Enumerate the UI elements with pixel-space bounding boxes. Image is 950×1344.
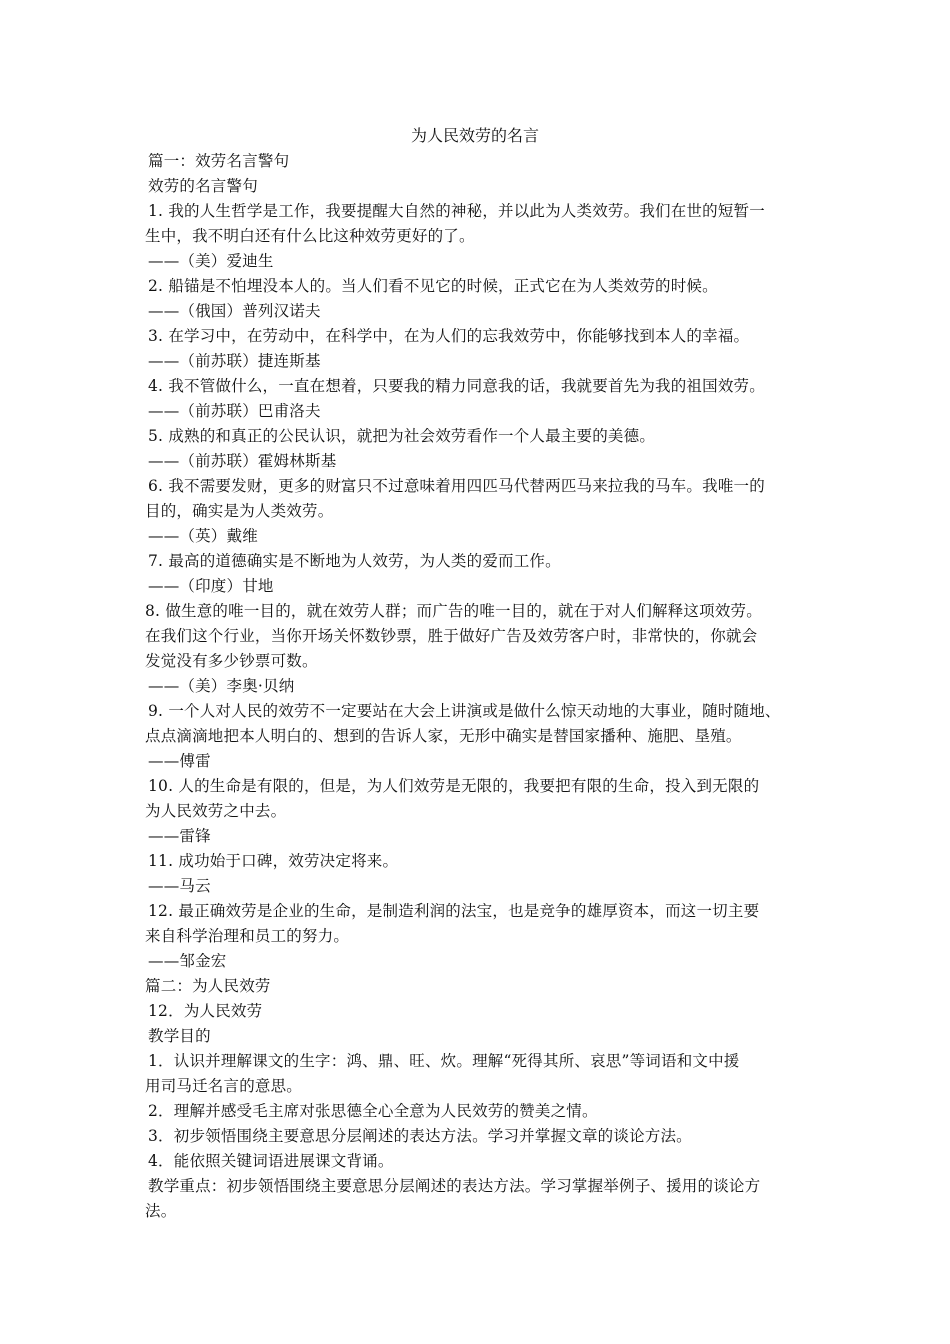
text-line: 2．理解并感受毛主席对张思德全心全意为人民效劳的赞美之情。 [148,1102,598,1120]
text-line: 3．初步领悟围绕主要意思分层阐述的表达方法。学习并掌握文章的谈论方法。 [148,1127,692,1145]
text-line: 发觉没有多少钞票可数。 [145,652,318,670]
text-line: 1. 我的人生哲学是工作，我要提醒大自然的神秘，并以此为人类效劳。我们在世的短暂一 [148,202,765,220]
document-title: 为人民效劳的名言 [410,126,539,145]
text-line: 12. 最正确效劳是企业的生命，是制造利润的法宝，也是竞争的雄厚资本，而这一切主要 [148,902,760,920]
text-line: 5. 成熟的和真正的公民认识，就把为社会效劳看作一个人最主要的美德。 [148,427,656,445]
text-line: ——（英）戴维 [148,527,258,545]
text-line: 8. 做生意的唯一目的，就在效劳人群；而广告的唯一目的，就在于对人们解释这项效劳。 [145,602,762,620]
text-line: 10. 人的生命是有限的，但是，为人们效劳是无限的，我要把有限的生命，投入到无限的 [148,777,760,795]
text-line: 2. 船锚是不怕埋没本人的。当人们看不见它的时候，正式它在为人类效劳的时候。 [148,277,718,295]
text-line: 篇二：为人民效劳 [145,977,271,995]
text-line: 教学目的 [148,1027,211,1045]
text-line: 目的，确实是为人类效劳。 [145,502,334,520]
text-line: 篇一：效劳名言警句 [148,152,290,170]
text-line: 11. 成功始于口碑，效劳决定将来。 [148,852,399,870]
text-line: 4. 我不管做什么，一直在想着，只要我的精力同意我的话，我就要首先为我的祖国效劳。 [148,377,765,395]
text-line: ——（前苏联）捷连斯基 [148,352,321,370]
text-line: 生中，我不明白还有什么比这种效劳更好的了。 [145,227,475,245]
text-line: 12．为人民效劳 [148,1002,263,1020]
text-line: 7. 最高的道德确实是不断地为人效劳，为人类的爱而工作。 [148,552,561,570]
text-line: 1．认识并理解课文的生字：鸿、鼎、旺、炊。理解“死得其所、哀思”等词语和文中援 [148,1052,740,1070]
text-line: 法。 [145,1202,177,1220]
text-line: ——邹金宏 [148,952,227,970]
text-line: ——马云 [148,877,211,895]
text-line: ——傅雷 [148,752,211,770]
text-line: 3. 在学习中，在劳动中，在科学中，在为人们的忘我效劳中，你能够找到本人的幸福。 [148,327,750,345]
text-line: 效劳的名言警句 [148,177,258,195]
text-line: ——（印度）甘地 [148,577,274,595]
text-line: ——（美）爱迪生 [148,252,274,270]
text-line: ——（前苏联）巴甫洛夫 [148,402,321,420]
text-line: 在我们这个行业，当你开场关怀数钞票，胜于做好广告及效劳客户时，非常快的，你就会 [145,627,758,645]
text-line: 6. 我不需要发财，更多的财富只不过意味着用四匹马代替两匹马来拉我的马车。我唯一的 [148,477,765,495]
text-line: 为人民效劳之中去。 [145,802,287,820]
text-line: ——（俄国）普列汉诺夫 [148,302,321,320]
text-line: 来自科学治理和员工的努力。 [145,927,350,945]
text-line: ——（美）李奥·贝纳 [148,677,295,695]
text-line: ——（前苏联）霍姆林斯基 [148,452,337,470]
text-line: 9. 一个人对人民的效劳不一定要站在大会上讲演或是做什么惊天动地的大事业，随时随地、 [148,702,781,720]
text-line: ——雷锋 [148,827,211,845]
text-line: 点点滴滴地把本人明白的、想到的告诉人家，无形中确实是替国家播种、施肥、垦殖。 [145,727,742,745]
text-line: 用司马迁名言的意思。 [145,1077,303,1095]
text-line: 教学重点：初步领悟围绕主要意思分层阐述的表达方法。学习掌握举例子、援用的谈论方 [148,1177,761,1195]
text-line: 4．能依照关键词语进展课文背诵。 [148,1152,394,1170]
